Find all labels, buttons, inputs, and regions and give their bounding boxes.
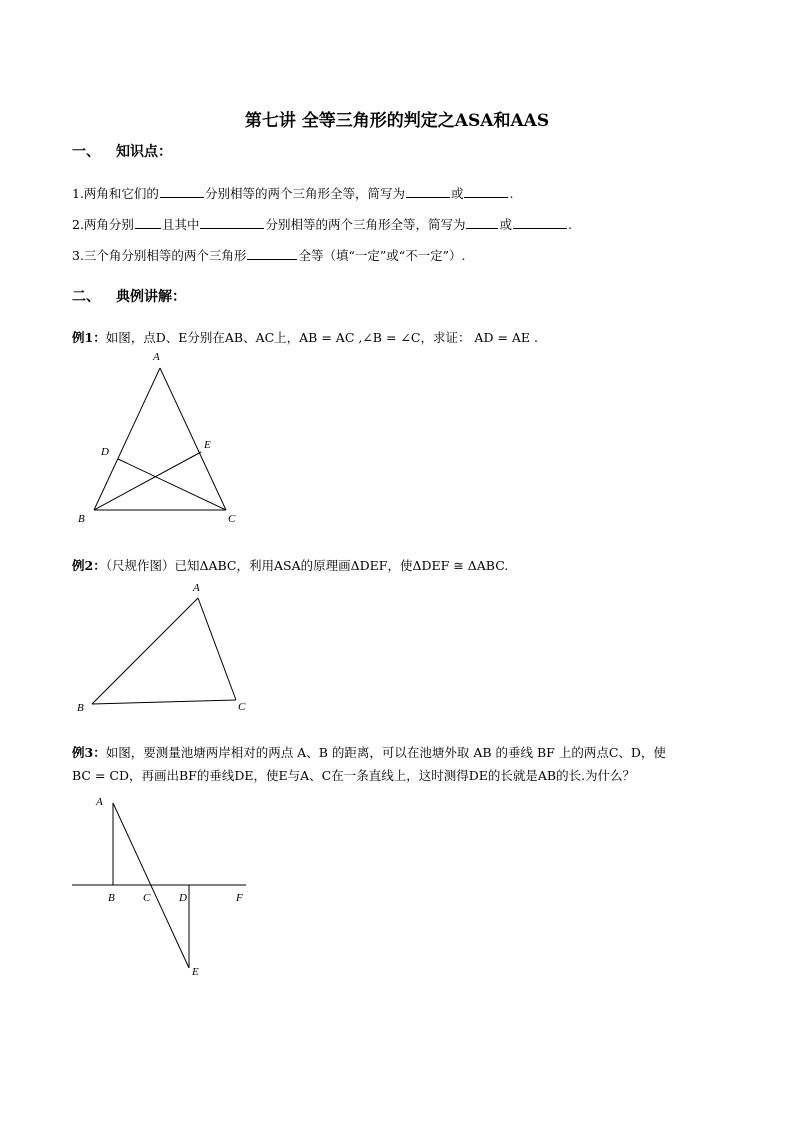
- example-label: 例1：: [72, 330, 106, 345]
- point-label-b: B: [78, 513, 85, 525]
- kp1-text-a: 1.两角和它们的: [72, 186, 159, 201]
- point-label-b: B: [108, 892, 115, 904]
- segment-ac-2: [198, 598, 236, 700]
- kp2-text-c: 分别相等的两个三角形全等，简写为: [265, 217, 466, 232]
- point-label-e: E: [204, 439, 211, 451]
- kp3-text-b: 全等（填“一定”或“不一定”）.: [298, 248, 466, 263]
- page-title: 第七讲 全等三角形的判定之ASA和AAS: [244, 111, 550, 131]
- segment-ab: [94, 368, 160, 510]
- point-label-a: A: [193, 582, 200, 594]
- section-label: 典例讲解：: [116, 289, 186, 305]
- kp1-text-c: 或: [450, 186, 464, 201]
- kp2-text-e: .: [567, 217, 572, 232]
- example-3-line-1: [72, 743, 666, 761]
- example-text: （尺规作图）已知ΔABC，利用ASA的原理画ΔDEF，使ΔDEF ≅ ΔABC.: [105, 558, 509, 573]
- point-label-d: D: [179, 892, 187, 904]
- point-label-a: A: [153, 351, 160, 363]
- point-label-f: F: [236, 892, 243, 904]
- kp2-text-a: 2.两角分别: [72, 217, 134, 232]
- point-label-a: A: [96, 796, 103, 808]
- point-label-c: C: [143, 892, 151, 904]
- section-number: 二、: [72, 289, 100, 305]
- segment-bc-2: [92, 700, 236, 704]
- example-label: 例2：: [72, 558, 106, 573]
- example-label: 例3：: [72, 745, 106, 760]
- point-label-d: D: [101, 446, 109, 458]
- point-label-b: B: [77, 702, 84, 714]
- point-label-c: C: [228, 513, 236, 525]
- segment-ac: [160, 368, 226, 510]
- kp1-text-b: 分别相等的两个三角形全等，简写为: [204, 186, 405, 201]
- segment-cd: [118, 459, 226, 510]
- section-label: 知识点：: [116, 144, 172, 160]
- example-text: BC = CD，再画出BF的垂线DE，使E与A、C在一条直线上，这时测得DE的长就是AB的长.为什么？: [72, 768, 636, 783]
- example-text: 如图，点D、E分别在AB、AC上，AB = AC ,∠B = ∠C，求证： AD = AE .: [105, 330, 538, 345]
- example-2: [72, 556, 508, 574]
- kp1-text-d: .: [509, 186, 514, 201]
- example-text: 如图，要测量池塘两岸相对的两点 A、B 的距离，可以在池塘外取 AB 的垂线 BF 上的两点C、D，使: [105, 745, 666, 760]
- kp2-text-b: 且其中: [161, 217, 200, 232]
- segment-ab-2: [92, 598, 198, 704]
- segment-be: [94, 452, 201, 510]
- point-label-e: E: [192, 966, 199, 978]
- point-label-c: C: [238, 701, 246, 713]
- section-number: 一、: [72, 144, 100, 160]
- kp2-text-d: 或: [499, 217, 512, 232]
- kp3-text-a: 3.三个角分别相等的两个三角形: [72, 248, 247, 263]
- example-3-line-2: [72, 766, 635, 784]
